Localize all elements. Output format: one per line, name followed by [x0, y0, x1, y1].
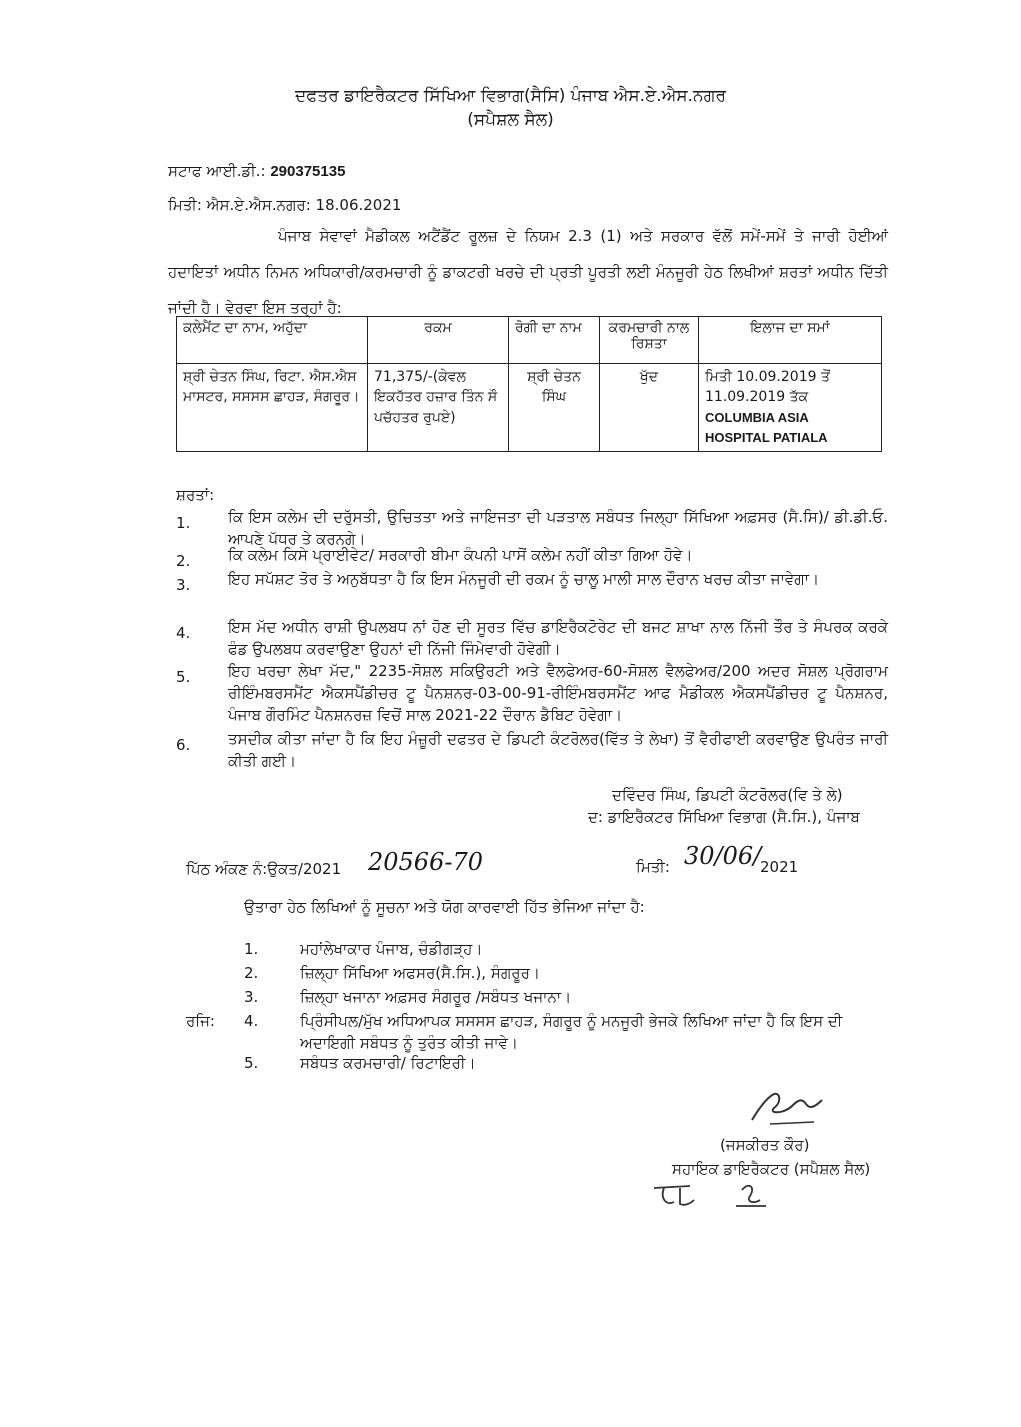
condition-number: 3.: [176, 576, 191, 594]
condition-item: [176, 728, 888, 772]
table-header-row: [177, 317, 882, 364]
endorsement-label: ਪਿੱਠ ਅੰਕਣ ਨੰ:ਉਕਤ/2021: [186, 860, 342, 878]
list-item: [186, 962, 886, 984]
condition-number: 6.: [176, 736, 191, 754]
endorsement-date-label: ਮਿਤੀ:: [636, 858, 670, 876]
conditions-title: ਸ਼ਰਤਾਂ:: [176, 486, 215, 504]
col-relation: ਕਰਮਚਾਰੀ ਨਾਲ ਰਿਸ਼ਤਾ: [600, 317, 699, 364]
cell-subheading: (ਸਪੈਸ਼ਲ ਸੈਲ): [467, 110, 554, 130]
date-line: ਮਿਤੀ: ਐਸ.ਏ.ਐਸ.ਨਗਰ: 18.06.2021: [168, 196, 402, 214]
signatory2-name: (ਜਸਕੀਰਤ ਕੌਰ): [720, 1136, 810, 1154]
list-item: [186, 1010, 886, 1054]
office-heading: ਦਫਤਰ ਡਾਇਰੈਕਟਰ ਸਿੱਖਿਆ ਵਿਭਾਗ(ਸੈਸਿ) ਪੰਜਾਬ ਐਸ.ਏ.ਐਸ.ਨਗਰ: [294, 86, 727, 106]
list-item: [186, 1052, 886, 1074]
endorsement-year: 2021: [760, 858, 799, 876]
condition-item: [176, 616, 888, 660]
list-item: [186, 938, 886, 960]
initials-mark: [650, 1176, 790, 1212]
cc-number: 5.: [244, 1054, 259, 1072]
cc-number: 3.: [244, 988, 259, 1006]
condition-item: [176, 660, 888, 726]
cc-intro: ਉਤਾਰਾ ਹੇਠ ਲਿਖਿਆਂ ਨੂੰ ਸੂਚਨਾ ਅਤੇ ਯੋਗ ਕਾਰਵਾਈ ਹਿੱਤ ਭੇਜਿਆ ਜਾਂਦਾ ਹੈ:: [244, 898, 645, 916]
cc-text: ਮਹਾਂਲੇਖਾਕਾਰ ਪੰਜਾਬ, ਚੰਡੀਗੜ੍ਹ।: [300, 940, 483, 958]
cell-period: [699, 364, 882, 452]
signatory1-office: ਦ: ਡਾਇਰੈਕਟਰ ਸਿੱਖਿਆ ਵਿਭਾਗ (ਸੈ.ਸਿ.), ਪੰਜਾਬ: [588, 808, 860, 826]
cc-number: 2.: [244, 964, 259, 982]
condition-number: 2.: [176, 552, 191, 570]
signature-mark: [744, 1084, 834, 1128]
intro-paragraph: [168, 218, 888, 326]
endorsement-date-handwritten: 30/06/: [684, 842, 762, 870]
cc-text: ਜ਼ਿਲ੍ਹਾ ਸਿੱਖਿਆ ਅਫਸਰ(ਸੈ.ਸਿ.), ਸੰਗਰੂਰ।: [300, 964, 540, 982]
table-row: [177, 364, 882, 452]
hospital-name: COLUMBIA ASIA HOSPITAL PATIALA: [705, 409, 828, 445]
col-patient: ਰੋਗੀ ਦਾ ਨਾਮ: [509, 317, 600, 364]
col-amount: ਰਕਮ: [368, 317, 509, 364]
col-period: ਇਲਾਜ ਦਾ ਸਮਾਂ: [699, 317, 882, 364]
cell-patient: ਸ਼੍ਰੀ ਚੇਤਨ ਸਿੰਘ: [509, 364, 600, 452]
condition-item: [176, 544, 888, 570]
condition-text: ਇਹ ਸਪੱਸ਼ਟ ਤੋਰ ਤੇ ਅਨੁਬੱਧਤਾ ਹੈ ਕਿ ਇਸ ਮੰਨਜੂਰੀ ਦੀ ਰਕਮ ਨੂੰ ਚਾਲੂ ਮਾਲੀ ਸਾਲ ਦੌਰਾਨ ਖਰਚ ਕੀਤਾ ਜਾਵੇਗਾ।: [228, 570, 820, 588]
staff-id-line: [168, 160, 345, 183]
registered-label: ਰਜਿ:: [186, 1012, 215, 1030]
endorsement-number-handwritten: 20566-70: [368, 848, 483, 876]
cc-number: 4.: [244, 1012, 259, 1030]
cc-text: ਪ੍ਰਿੰਸੀਪਲ/ਮੁੱਖ ਅਧਿਆਪਕ ਸਸਸਸ ਛਾਹੜ, ਸੰਗਰੂਰ ਨੂੰ ਮਨਜੂਰੀ ਭੇਜਕੇ ਲਿਖਿਆ ਜਾਂਦਾ ਹੈ ਕਿ ਇਸ ਦੀ ਅਦਾਇਗੀ ਸਬੰਧਤ ਨੂੰ ਤੁਰੰਤ ਕੀਤੀ ਜਾਵੇ।: [300, 1012, 843, 1052]
condition-number: 1.: [176, 514, 191, 532]
cc-text: ਜ਼ਿਲ੍ਹਾ ਖਜਾਨਾ ਅਫ਼ਸਰ ਸੰਗਰੂਰ /ਸਬੰਧਤ ਖਜਾਨਾ।: [300, 988, 572, 1006]
intro-text: ਪੰਜਾਬ ਸੇਵਾਵਾਂ ਮੈਡੀਕਲ ਅਟੈਂਡੈਂਟ ਰੂਲਜ਼ ਦੇ ਨਿਯਮ 2.3 (1) ਅਤੇ ਸਰਕਾਰ ਵੱਲੋਂ ਸਮੇਂ-ਸਮੇਂ ਤੇ ਜਾਰੀ ਹੋਈਆਂ ਹਦਾਇਤਾਂ ਅਧੀਨ ਨਿਮਨ ਅਧਿਕਾਰੀ/ਕਰਮਚਾਰੀ ਨੂੰ ਡਾਕਟਰੀ ਖਰਚੇ ਦੀ ਪ੍ਰਤੀ ਪੂਰਤੀ ਲਈ ਮੰਨਜੂਰੀ ਹੇਠ ਲਿਖੀਆਂ ਸ਼ਰਤਾਂ ਅਧੀਨ ਦਿੱਤੀ ਜਾਂਦੀ ਹੈ। ਵੇਰਵਾ ਇਸ ਤਰ੍ਹਾਂ ਹੈ:: [168, 227, 888, 317]
cell-claimant: ਸ਼੍ਰੀ ਚੇਤਨ ਸਿੰਘ, ਰਿਟਾ. ਐਸ.ਐਸ ਮਾਸਟਰ, ਸਸਸਸ ਛਾਹੜ, ਸੰਗਰੂਰ।: [177, 364, 368, 452]
signatory2-designation: ਸਹਾਇਕ ਡਾਇਰੈਕਟਰ (ਸਪੈਸ਼ਲ ਸੈਲ): [672, 1160, 871, 1178]
staff-id-value: 290375135: [270, 163, 346, 180]
condition-text: ਤਸਦੀਕ ਕੀਤਾ ਜਾਂਦਾ ਹੈ ਕਿ ਇਹ ਮੰਜ਼ੂਰੀ ਦਫਤਰ ਦੇ ਡਿਪਟੀ ਕੰਟਰੋਲਰ(ਵਿੱਤ ਤੇ ਲੇਖਾ) ਤੋਂ ਵੈਰੀਫਾਈ ਕਰਵਾਉਣ ਉਪਰੰਤ ਜਾਰੀ ਕੀਤੀ ਗਈ।: [228, 730, 888, 770]
signatory1-name: ਦਵਿੰਦਰ ਸਿੰਘ, ਡਿਪਟੀ ਕੰਟਰੋਲਰ(ਵਿ ਤੇ ਲੇ): [612, 786, 843, 804]
cell-relation: ਖੁੱਦ: [600, 364, 699, 452]
cc-number: 1.: [244, 940, 259, 958]
condition-item: [176, 568, 888, 612]
cc-text: ਸਬੰਧਤ ਕਰਮਚਾਰੀ/ ਰਿਟਾਇਰੀ।: [300, 1054, 476, 1072]
condition-number: 4.: [176, 624, 191, 642]
condition-number: 5.: [176, 668, 191, 686]
condition-text: ਕਿ ਇਸ ਕਲੇਮ ਦੀ ਦਰੁੱਸਤੀ, ਉਚਿਤਤਾ ਅਤੇ ਜਾਇਜਤਾ ਦੀ ਪੜਤਾਲ ਸਬੰਧਤ ਜਿਲ੍ਹਾ ਸਿੱਖਿਆ ਅਫ਼ਸਰ (ਸੈ.ਸਿ)/ ਡੀ.ਡੀ.ਓ. ਆਪਣੇ ਪੱਧਰ ਤੇ ਕਰਨਗੇ।: [228, 508, 888, 548]
cell-amount: 71,375/-(ਕੇਵਲ ਇਕਹੱਤਰ ਹਜ਼ਾਰ ਤਿੰਨ ਸੌ ਪਚੱਹਤਰ ਰੁਪਏ): [368, 364, 509, 452]
claim-table: [176, 316, 882, 452]
col-claimant: ਕਲੇਮੈਂਟ ਦਾ ਨਾਮ, ਅਹੁੱਦਾ: [177, 317, 368, 364]
condition-text: ਕਿ ਕਲੇਮ ਕਿਸੇ ਪ੍ਰਾਈਵੇਟ/ ਸਰਕਾਰੀ ਬੀਮਾ ਕੰਪਨੀ ਪਾਸੋਂ ਕਲੇਮ ਨਹੀਂ ਕੀਤਾ ਗਿਆ ਹੋਵੇ।: [228, 546, 693, 564]
list-item: [186, 986, 886, 1008]
condition-text: ਇਹ ਖਰਚਾ ਲੇਖਾ ਮੱਦ," 2235-ਸੋਸ਼ਲ ਸਕਿਉਰਟੀ ਅਤੇ ਵੈਲਫੇਅਰ-60-ਸੋਸ਼ਲ ਵੈਲਫੇਅਰ/200 ਅਦਰ ਸੋਸ਼ਲ ਪ੍ਰੋਗਰਾਮ ਰੀਇੰਮਬਰਸਮੈਂਟ ਐਕਸਪੈਂਡੀਚਰ ਟੂ ਪੈਨਸ਼ਨਰ-03-00-91-ਰੀਇੰਮਬਰਸਮੈਂਟ ਆਫ ਮੈਡੀਕਲ ਐਕਸਪੈਂਡੀਚਰ ਟੂ ਪੈਨਸ਼ਨਰ, ਪੰਜਾਬ ਗੌਰਮਿੰਟ ਪੈਨਸ਼ਨਰਜ਼ ਵਿਚੋਂ ਸਾਲ 2021-22 ਦੌਰਾਨ ਡੈਬਿਟ ਹੋਵੇਗਾ।: [228, 662, 888, 724]
staff-id-label: ਸਟਾਫ ਆਈ.ਡੀ.:: [168, 162, 266, 180]
condition-text: ਇਸ ਮੱਦ ਅਧੀਨ ਰਾਸ਼ੀ ਉਪਲਬਧ ਨਾਂ ਹੋਣ ਦੀ ਸੂਰਤ ਵਿੱਚ ਡਾਇਰੈਕਟੋਰੇਟ ਦੀ ਬਜਟ ਸ਼ਾਖਾ ਨਾਲ ਨਿੱਜੀ ਤੌਰ ਤੇ ਸੰਪਰਕ ਕਰਕੇ ਫੰਡ ਉਪਲਬਧ ਕਰਵਾਉਣਾ ਉਹਨਾਂ ਦੀ ਨਿੱਜੀ ਜਿੰਮੇਵਾਰੀ ਹੋਵੇਗੀ।: [228, 618, 888, 658]
period-dates: ਮਿਤੀ 10.09.2019 ਤੋਂ 11.09.2019 ਤੱਕ: [705, 369, 830, 406]
